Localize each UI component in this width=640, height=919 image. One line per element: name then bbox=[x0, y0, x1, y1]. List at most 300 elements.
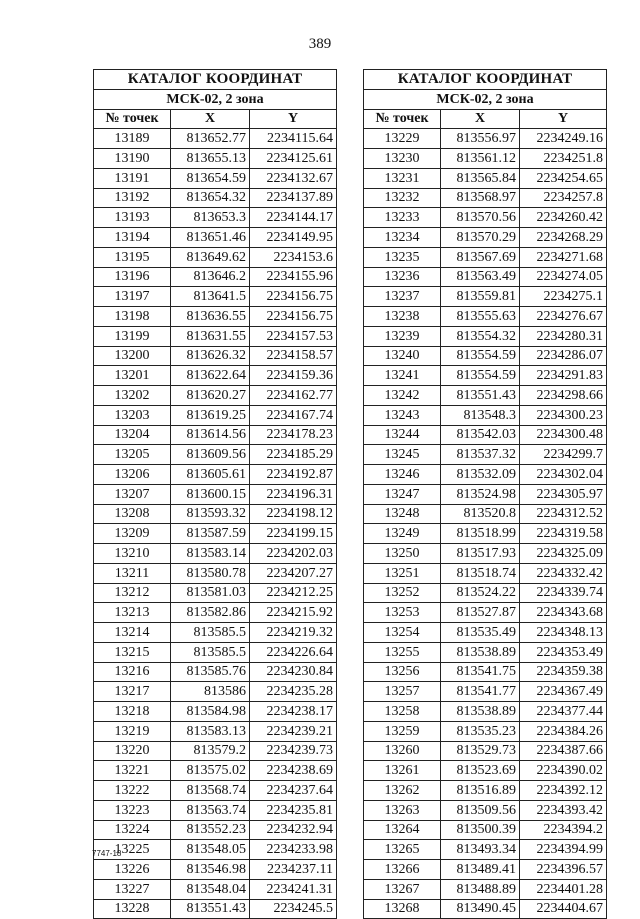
y-coordinate-cell: 2234144.17 bbox=[250, 208, 337, 228]
point-number-cell: 13241 bbox=[364, 366, 441, 386]
point-number-cell: 13248 bbox=[364, 504, 441, 524]
table-row bbox=[94, 721, 337, 741]
point-number-cell: 13253 bbox=[364, 603, 441, 623]
table-row bbox=[364, 899, 607, 919]
point-number-cell: 13231 bbox=[364, 168, 441, 188]
x-coordinate-cell: 813535.23 bbox=[441, 721, 520, 741]
y-coordinate-cell: 2234394.99 bbox=[520, 840, 607, 860]
y-coordinate-cell: 2234230.84 bbox=[250, 662, 337, 682]
y-coordinate-cell: 2234394.2 bbox=[520, 820, 607, 840]
table-row bbox=[364, 129, 607, 149]
y-coordinate-cell: 2234153.6 bbox=[250, 247, 337, 267]
point-number-cell: 13212 bbox=[94, 583, 171, 603]
x-coordinate-cell: 813600.15 bbox=[171, 484, 250, 504]
coordinate-catalog-table-right bbox=[363, 69, 607, 919]
x-coordinate-cell: 813563.49 bbox=[441, 267, 520, 287]
table-row bbox=[364, 386, 607, 406]
x-coordinate-cell: 813554.32 bbox=[441, 326, 520, 346]
table-row bbox=[94, 188, 337, 208]
point-number-cell: 13209 bbox=[94, 524, 171, 544]
table-row bbox=[94, 603, 337, 623]
table-row bbox=[364, 188, 607, 208]
point-number-cell: 13196 bbox=[94, 267, 171, 287]
y-coordinate-cell: 2234239.73 bbox=[250, 741, 337, 761]
point-number-cell: 13189 bbox=[94, 129, 171, 149]
x-coordinate-cell: 813636.55 bbox=[171, 307, 250, 327]
x-coordinate-cell: 813523.69 bbox=[441, 761, 520, 781]
y-coordinate-cell: 2234325.09 bbox=[520, 544, 607, 564]
x-coordinate-cell: 813541.77 bbox=[441, 682, 520, 702]
column-header-point-number: № точек bbox=[94, 109, 171, 129]
y-coordinate-cell: 2234332.42 bbox=[520, 563, 607, 583]
point-number-cell: 13264 bbox=[364, 820, 441, 840]
coordinate-catalog-table-left bbox=[93, 69, 337, 919]
x-coordinate-cell: 813631.55 bbox=[171, 326, 250, 346]
page-number: 389 bbox=[308, 36, 332, 52]
table-row bbox=[94, 228, 337, 248]
point-number-cell: 13191 bbox=[94, 168, 171, 188]
table-row bbox=[364, 583, 607, 603]
point-number-cell: 13193 bbox=[94, 208, 171, 228]
point-number-cell: 13252 bbox=[364, 583, 441, 603]
y-coordinate-cell: 2234254.65 bbox=[520, 168, 607, 188]
x-coordinate-cell: 813582.86 bbox=[171, 603, 250, 623]
x-coordinate-cell: 813538.89 bbox=[441, 642, 520, 662]
x-coordinate-cell: 813524.22 bbox=[441, 583, 520, 603]
table-row bbox=[364, 800, 607, 820]
x-coordinate-cell: 813581.03 bbox=[171, 583, 250, 603]
point-number-cell: 13260 bbox=[364, 741, 441, 761]
point-number-cell: 13205 bbox=[94, 445, 171, 465]
table-row bbox=[364, 465, 607, 485]
x-coordinate-cell: 813532.09 bbox=[441, 465, 520, 485]
table-row bbox=[364, 820, 607, 840]
y-coordinate-cell: 2234212.25 bbox=[250, 583, 337, 603]
table-row bbox=[364, 662, 607, 682]
y-coordinate-cell: 2234167.74 bbox=[250, 405, 337, 425]
x-coordinate-cell: 813619.25 bbox=[171, 405, 250, 425]
x-coordinate-cell: 813559.81 bbox=[441, 287, 520, 307]
x-coordinate-cell: 813587.59 bbox=[171, 524, 250, 544]
x-coordinate-cell: 813580.78 bbox=[171, 563, 250, 583]
y-coordinate-cell: 2234401.28 bbox=[520, 879, 607, 899]
point-number-cell: 13190 bbox=[94, 149, 171, 169]
point-number-cell: 13254 bbox=[364, 623, 441, 643]
y-coordinate-cell: 2234367.49 bbox=[520, 682, 607, 702]
table-row bbox=[94, 583, 337, 603]
y-coordinate-cell: 2234260.42 bbox=[520, 208, 607, 228]
table-row bbox=[94, 544, 337, 564]
y-coordinate-cell: 2234137.89 bbox=[250, 188, 337, 208]
table-row bbox=[94, 346, 337, 366]
y-coordinate-cell: 2234185.29 bbox=[250, 445, 337, 465]
table-row bbox=[364, 228, 607, 248]
table-row bbox=[364, 484, 607, 504]
y-coordinate-cell: 2234305.97 bbox=[520, 484, 607, 504]
y-coordinate-cell: 2234157.53 bbox=[250, 326, 337, 346]
point-number-cell: 13261 bbox=[364, 761, 441, 781]
x-coordinate-cell: 813586 bbox=[171, 682, 250, 702]
x-coordinate-cell: 813517.93 bbox=[441, 544, 520, 564]
y-coordinate-cell: 2234302.04 bbox=[520, 465, 607, 485]
y-coordinate-cell: 2234238.17 bbox=[250, 702, 337, 722]
point-number-cell: 13255 bbox=[364, 642, 441, 662]
x-coordinate-cell: 813561.12 bbox=[441, 149, 520, 169]
y-coordinate-cell: 2234377.44 bbox=[520, 702, 607, 722]
table-row bbox=[364, 425, 607, 445]
x-coordinate-cell: 813614.56 bbox=[171, 425, 250, 445]
y-coordinate-cell: 2234162.77 bbox=[250, 386, 337, 406]
y-coordinate-cell: 2234219.32 bbox=[250, 623, 337, 643]
column-header-y: Y bbox=[520, 109, 607, 129]
y-coordinate-cell: 2234387.66 bbox=[520, 741, 607, 761]
point-number-cell: 13234 bbox=[364, 228, 441, 248]
y-coordinate-cell: 2234226.64 bbox=[250, 642, 337, 662]
table-row bbox=[364, 563, 607, 583]
y-coordinate-cell: 2234384.26 bbox=[520, 721, 607, 741]
point-number-cell: 13251 bbox=[364, 563, 441, 583]
point-number-cell: 13246 bbox=[364, 465, 441, 485]
footer-document-code: 7747-18 bbox=[92, 849, 122, 858]
x-coordinate-cell: 813518.99 bbox=[441, 524, 520, 544]
y-coordinate-cell: 2234251.8 bbox=[520, 149, 607, 169]
table-row bbox=[94, 307, 337, 327]
table-row bbox=[94, 425, 337, 445]
table-row bbox=[94, 662, 337, 682]
column-header-x: X bbox=[171, 109, 250, 129]
table-row bbox=[364, 623, 607, 643]
point-number-cell: 13250 bbox=[364, 544, 441, 564]
table-row bbox=[94, 149, 337, 169]
point-number-cell: 13228 bbox=[94, 899, 171, 919]
table-row bbox=[94, 820, 337, 840]
table-row bbox=[94, 563, 337, 583]
y-coordinate-cell: 2234156.75 bbox=[250, 307, 337, 327]
x-coordinate-cell: 813584.98 bbox=[171, 702, 250, 722]
y-coordinate-cell: 2234298.66 bbox=[520, 386, 607, 406]
table-row bbox=[364, 524, 607, 544]
point-number-cell: 13210 bbox=[94, 544, 171, 564]
x-coordinate-cell: 813548.3 bbox=[441, 405, 520, 425]
table-row bbox=[364, 544, 607, 564]
point-number-cell: 13235 bbox=[364, 247, 441, 267]
y-coordinate-cell: 2234286.07 bbox=[520, 346, 607, 366]
table-row bbox=[94, 623, 337, 643]
point-number-cell: 13225 bbox=[94, 840, 171, 860]
y-coordinate-cell: 2234257.8 bbox=[520, 188, 607, 208]
x-coordinate-cell: 813620.27 bbox=[171, 386, 250, 406]
x-coordinate-cell: 813516.89 bbox=[441, 781, 520, 801]
y-coordinate-cell: 2234239.21 bbox=[250, 721, 337, 741]
y-coordinate-cell: 2234199.15 bbox=[250, 524, 337, 544]
y-coordinate-cell: 2234241.31 bbox=[250, 879, 337, 899]
point-number-cell: 13265 bbox=[364, 840, 441, 860]
point-number-cell: 13243 bbox=[364, 405, 441, 425]
table-row bbox=[364, 721, 607, 741]
point-number-cell: 13268 bbox=[364, 899, 441, 919]
y-coordinate-cell: 2234192.87 bbox=[250, 465, 337, 485]
table-row bbox=[94, 465, 337, 485]
x-coordinate-cell: 813565.84 bbox=[441, 168, 520, 188]
x-coordinate-cell: 813609.56 bbox=[171, 445, 250, 465]
x-coordinate-cell: 813622.64 bbox=[171, 366, 250, 386]
y-coordinate-cell: 2234158.57 bbox=[250, 346, 337, 366]
table-row bbox=[364, 168, 607, 188]
catalog-subtitle: МСК-02, 2 зона bbox=[364, 89, 607, 109]
x-coordinate-cell: 813554.59 bbox=[441, 366, 520, 386]
y-coordinate-cell: 2234299.7 bbox=[520, 445, 607, 465]
y-coordinate-cell: 2234202.03 bbox=[250, 544, 337, 564]
table-row bbox=[364, 504, 607, 524]
table-row bbox=[364, 702, 607, 722]
point-number-cell: 13223 bbox=[94, 800, 171, 820]
y-coordinate-cell: 2234280.31 bbox=[520, 326, 607, 346]
point-number-cell: 13208 bbox=[94, 504, 171, 524]
table-row bbox=[94, 524, 337, 544]
x-coordinate-cell: 813655.13 bbox=[171, 149, 250, 169]
y-coordinate-cell: 2234149.95 bbox=[250, 228, 337, 248]
point-number-cell: 13204 bbox=[94, 425, 171, 445]
x-coordinate-cell: 813552.23 bbox=[171, 820, 250, 840]
table-row bbox=[94, 267, 337, 287]
table-row bbox=[94, 860, 337, 880]
x-coordinate-cell: 813654.59 bbox=[171, 168, 250, 188]
x-coordinate-cell: 813520.8 bbox=[441, 504, 520, 524]
x-coordinate-cell: 813548.05 bbox=[171, 840, 250, 860]
point-number-cell: 13198 bbox=[94, 307, 171, 327]
y-coordinate-cell: 2234245.5 bbox=[250, 899, 337, 919]
y-coordinate-cell: 2234237.64 bbox=[250, 781, 337, 801]
y-coordinate-cell: 2234249.16 bbox=[520, 129, 607, 149]
point-number-cell: 13267 bbox=[364, 879, 441, 899]
x-coordinate-cell: 813646.2 bbox=[171, 267, 250, 287]
table-row bbox=[364, 247, 607, 267]
x-coordinate-cell: 813488.89 bbox=[441, 879, 520, 899]
table-row bbox=[364, 761, 607, 781]
point-number-cell: 13216 bbox=[94, 662, 171, 682]
x-coordinate-cell: 813579.2 bbox=[171, 741, 250, 761]
point-number-cell: 13259 bbox=[364, 721, 441, 741]
table-row bbox=[94, 247, 337, 267]
table-row bbox=[364, 149, 607, 169]
point-number-cell: 13229 bbox=[364, 129, 441, 149]
x-coordinate-cell: 813551.43 bbox=[441, 386, 520, 406]
x-coordinate-cell: 813546.98 bbox=[171, 860, 250, 880]
table-row bbox=[364, 642, 607, 662]
table-row bbox=[94, 326, 337, 346]
x-coordinate-cell: 813641.5 bbox=[171, 287, 250, 307]
x-coordinate-cell: 813538.89 bbox=[441, 702, 520, 722]
y-coordinate-cell: 2234404.67 bbox=[520, 899, 607, 919]
point-number-cell: 13244 bbox=[364, 425, 441, 445]
y-coordinate-cell: 2234155.96 bbox=[250, 267, 337, 287]
y-coordinate-cell: 2234275.1 bbox=[520, 287, 607, 307]
table-row bbox=[94, 879, 337, 899]
table-row bbox=[364, 287, 607, 307]
point-number-cell: 13236 bbox=[364, 267, 441, 287]
point-number-cell: 13238 bbox=[364, 307, 441, 327]
catalog-subtitle: МСК-02, 2 зона bbox=[94, 89, 337, 109]
point-number-cell: 13256 bbox=[364, 662, 441, 682]
y-coordinate-cell: 2234339.74 bbox=[520, 583, 607, 603]
point-number-cell: 13257 bbox=[364, 682, 441, 702]
table-row bbox=[364, 781, 607, 801]
table-row bbox=[94, 386, 337, 406]
point-number-cell: 13195 bbox=[94, 247, 171, 267]
table-row bbox=[94, 800, 337, 820]
y-coordinate-cell: 2234300.48 bbox=[520, 425, 607, 445]
y-coordinate-cell: 2234156.75 bbox=[250, 287, 337, 307]
x-coordinate-cell: 813568.74 bbox=[171, 781, 250, 801]
table-row bbox=[94, 781, 337, 801]
point-number-cell: 13222 bbox=[94, 781, 171, 801]
column-header-point-number: № точек bbox=[364, 109, 441, 129]
point-number-cell: 13249 bbox=[364, 524, 441, 544]
point-number-cell: 13258 bbox=[364, 702, 441, 722]
x-coordinate-cell: 813541.75 bbox=[441, 662, 520, 682]
y-coordinate-cell: 2234274.05 bbox=[520, 267, 607, 287]
y-coordinate-cell: 2234276.67 bbox=[520, 307, 607, 327]
table-row bbox=[94, 899, 337, 919]
x-coordinate-cell: 813551.43 bbox=[171, 899, 250, 919]
point-number-cell: 13194 bbox=[94, 228, 171, 248]
x-coordinate-cell: 813529.73 bbox=[441, 741, 520, 761]
table-row bbox=[94, 445, 337, 465]
x-coordinate-cell: 813626.32 bbox=[171, 346, 250, 366]
table-row bbox=[94, 761, 337, 781]
table-row bbox=[94, 741, 337, 761]
y-coordinate-cell: 2234268.29 bbox=[520, 228, 607, 248]
x-coordinate-cell: 813605.61 bbox=[171, 465, 250, 485]
x-coordinate-cell: 813542.03 bbox=[441, 425, 520, 445]
x-coordinate-cell: 813585.5 bbox=[171, 642, 250, 662]
point-number-cell: 13230 bbox=[364, 149, 441, 169]
point-number-cell: 13262 bbox=[364, 781, 441, 801]
table-row bbox=[94, 168, 337, 188]
point-number-cell: 13217 bbox=[94, 682, 171, 702]
point-number-cell: 13263 bbox=[364, 800, 441, 820]
table-row bbox=[364, 860, 607, 880]
table-row bbox=[364, 840, 607, 860]
point-number-cell: 13224 bbox=[94, 820, 171, 840]
x-coordinate-cell: 813535.49 bbox=[441, 623, 520, 643]
table-row bbox=[94, 287, 337, 307]
table-row bbox=[94, 642, 337, 662]
catalog-title: КАТАЛОГ КООРДИНАТ bbox=[94, 70, 337, 90]
x-coordinate-cell: 813585.76 bbox=[171, 662, 250, 682]
table-row bbox=[364, 208, 607, 228]
table-row bbox=[94, 129, 337, 149]
x-coordinate-cell: 813537.32 bbox=[441, 445, 520, 465]
point-number-cell: 13245 bbox=[364, 445, 441, 465]
table-row bbox=[94, 366, 337, 386]
x-coordinate-cell: 813518.74 bbox=[441, 563, 520, 583]
table-row bbox=[94, 484, 337, 504]
table-row bbox=[94, 682, 337, 702]
point-number-cell: 13200 bbox=[94, 346, 171, 366]
point-number-cell: 13213 bbox=[94, 603, 171, 623]
y-coordinate-cell: 2234196.31 bbox=[250, 484, 337, 504]
table-row bbox=[364, 267, 607, 287]
x-coordinate-cell: 813563.74 bbox=[171, 800, 250, 820]
point-number-cell: 13232 bbox=[364, 188, 441, 208]
y-coordinate-cell: 2234125.61 bbox=[250, 149, 337, 169]
point-number-cell: 13237 bbox=[364, 287, 441, 307]
y-coordinate-cell: 2234312.52 bbox=[520, 504, 607, 524]
x-coordinate-cell: 813593.32 bbox=[171, 504, 250, 524]
point-number-cell: 13266 bbox=[364, 860, 441, 880]
y-coordinate-cell: 2234238.69 bbox=[250, 761, 337, 781]
table-row bbox=[364, 346, 607, 366]
point-number-cell: 13218 bbox=[94, 702, 171, 722]
y-coordinate-cell: 2234348.13 bbox=[520, 623, 607, 643]
point-number-cell: 13206 bbox=[94, 465, 171, 485]
y-coordinate-cell: 2234396.57 bbox=[520, 860, 607, 880]
point-number-cell: 13207 bbox=[94, 484, 171, 504]
y-coordinate-cell: 2234392.12 bbox=[520, 781, 607, 801]
x-coordinate-cell: 813654.32 bbox=[171, 188, 250, 208]
column-header-x: X bbox=[441, 109, 520, 129]
y-coordinate-cell: 2234343.68 bbox=[520, 603, 607, 623]
table-row bbox=[364, 326, 607, 346]
y-coordinate-cell: 2234215.92 bbox=[250, 603, 337, 623]
point-number-cell: 13242 bbox=[364, 386, 441, 406]
point-number-cell: 13203 bbox=[94, 405, 171, 425]
x-coordinate-cell: 813555.63 bbox=[441, 307, 520, 327]
table-row bbox=[94, 405, 337, 425]
x-coordinate-cell: 813556.97 bbox=[441, 129, 520, 149]
point-number-cell: 13211 bbox=[94, 563, 171, 583]
table-row bbox=[364, 603, 607, 623]
table-row bbox=[364, 366, 607, 386]
point-number-cell: 13219 bbox=[94, 721, 171, 741]
point-number-cell: 13201 bbox=[94, 366, 171, 386]
catalog-title: КАТАЛОГ КООРДИНАТ bbox=[364, 70, 607, 90]
y-coordinate-cell: 2234207.27 bbox=[250, 563, 337, 583]
x-coordinate-cell: 813568.97 bbox=[441, 188, 520, 208]
x-coordinate-cell: 813524.98 bbox=[441, 484, 520, 504]
table-row bbox=[364, 741, 607, 761]
table-row bbox=[364, 682, 607, 702]
x-coordinate-cell: 813570.29 bbox=[441, 228, 520, 248]
y-coordinate-cell: 2234353.49 bbox=[520, 642, 607, 662]
x-coordinate-cell: 813500.39 bbox=[441, 820, 520, 840]
point-number-cell: 13226 bbox=[94, 860, 171, 880]
table-row bbox=[364, 445, 607, 465]
x-coordinate-cell: 813489.41 bbox=[441, 860, 520, 880]
y-coordinate-cell: 2234300.23 bbox=[520, 405, 607, 425]
point-number-cell: 13247 bbox=[364, 484, 441, 504]
y-coordinate-cell: 2234132.67 bbox=[250, 168, 337, 188]
point-number-cell: 13192 bbox=[94, 188, 171, 208]
table-row bbox=[94, 504, 337, 524]
y-coordinate-cell: 2234393.42 bbox=[520, 800, 607, 820]
y-coordinate-cell: 2234271.68 bbox=[520, 247, 607, 267]
y-coordinate-cell: 2234159.36 bbox=[250, 366, 337, 386]
x-coordinate-cell: 813651.46 bbox=[171, 228, 250, 248]
x-coordinate-cell: 813548.04 bbox=[171, 879, 250, 899]
x-coordinate-cell: 813527.87 bbox=[441, 603, 520, 623]
y-coordinate-cell: 2234232.94 bbox=[250, 820, 337, 840]
table-row bbox=[364, 405, 607, 425]
y-coordinate-cell: 2234235.28 bbox=[250, 682, 337, 702]
x-coordinate-cell: 813554.59 bbox=[441, 346, 520, 366]
point-number-cell: 13199 bbox=[94, 326, 171, 346]
y-coordinate-cell: 2234178.23 bbox=[250, 425, 337, 445]
point-number-cell: 13215 bbox=[94, 642, 171, 662]
y-coordinate-cell: 2234390.02 bbox=[520, 761, 607, 781]
y-coordinate-cell: 2234235.81 bbox=[250, 800, 337, 820]
